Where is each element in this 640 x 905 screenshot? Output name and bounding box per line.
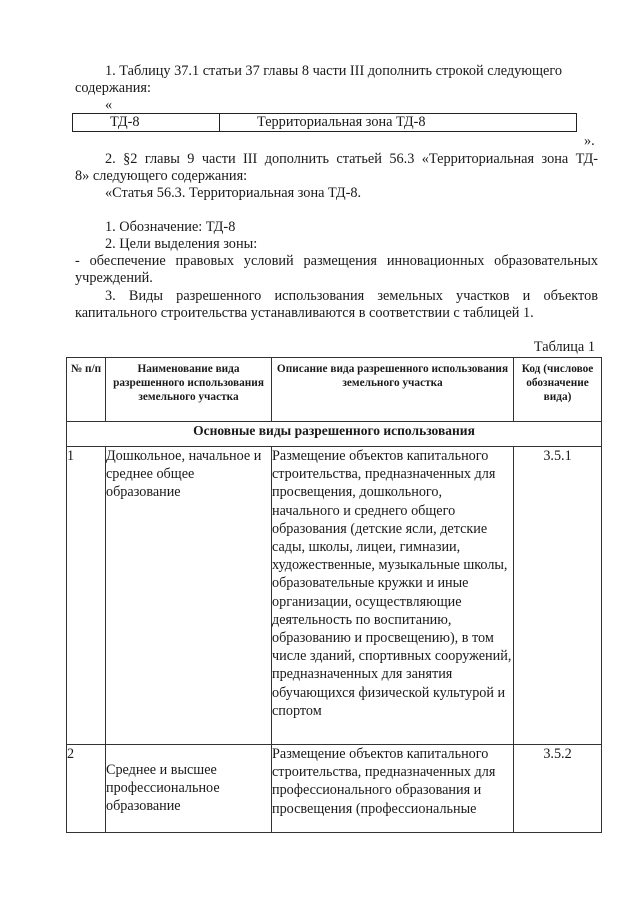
paragraph-2-line-1: 2. §2 главы 9 части III дополнить статьей 56.3 «Территориальная зона ТД- — [105, 151, 598, 167]
permitted-use-table — [66, 357, 602, 833]
table-header-row — [67, 358, 602, 422]
header-name: Наименование вида разрешенного использования земельного участка — [106, 358, 272, 422]
table-row — [67, 447, 602, 745]
item-2-bullet-line-2: учреждений. — [75, 270, 153, 286]
section-title: Основные виды разрешенного использования — [67, 422, 602, 447]
paragraph-1-line-1: 1. Таблицу 37.1 статьи 37 главы 8 части III дополнить строкой следующего — [105, 63, 563, 79]
item-3-line-2: капитального строительства устанавливаются в соответствии с таблицей 1. — [75, 305, 534, 321]
row-2-num: 2 — [67, 745, 106, 833]
close-quote: ». — [584, 133, 595, 149]
insert-row-code: ТД-8 — [73, 114, 220, 131]
item-1: 1. Обозначение: ТД-8 — [105, 219, 236, 235]
row-1-desc: Размещение объектов капитального строительства, предназначенных для просвещения, дошкольного, начального и среднего общего образования (детские ясли, детские сады, школы, лицеи, гимназии, художественные, музыкальные школы, образовательные кружки и иные организации, осуществляющие деятельность по воспитанию, образованию и просвещению), в том числе зданий, спортивных сооружений, предназначенных для занятия обучающихся физической культурой и спортом — [272, 447, 514, 745]
article-heading: «Статья 56.3. Территориальная зона ТД-8. — [105, 185, 362, 201]
row-1-num: 1 — [67, 447, 106, 745]
insert-row-name: Территориальная зона ТД-8 — [257, 114, 426, 130]
item-2-bullet-line-1: - обеспечение правовых условий размещения инновационных образовательных — [75, 253, 598, 269]
section-row — [67, 422, 602, 447]
row-2-desc: Размещение объектов капитального строительства, предназначенных для профессионального образования и просвещения (профессиональные — [272, 745, 514, 833]
open-quote: « — [105, 97, 113, 113]
row-1-code: 3.5.1 — [514, 447, 602, 745]
header-code: Код (числовое обозначение вида) — [514, 358, 602, 422]
item-3-line-1: 3. Виды разрешенного использования земельных участков и объектов — [105, 288, 598, 304]
item-2: 2. Цели выделения зоны: — [105, 236, 258, 252]
header-num: № п/п — [67, 358, 106, 422]
row-1-name: Дошкольное, начальное и среднее общее образование — [106, 447, 272, 745]
header-desc: Описание вида разрешенного использования земельного участка — [272, 358, 514, 422]
insert-row-table — [72, 113, 577, 132]
table-row — [67, 745, 602, 833]
paragraph-1-line-2: содержания: — [75, 80, 151, 96]
row-2-code: 3.5.2 — [514, 745, 602, 833]
paragraph-2-line-2: 8» следующего содержания: — [75, 168, 248, 184]
table-caption: Таблица 1 — [533, 339, 595, 355]
row-2-name: Среднее и высшее профессиональное образование — [106, 762, 220, 815]
